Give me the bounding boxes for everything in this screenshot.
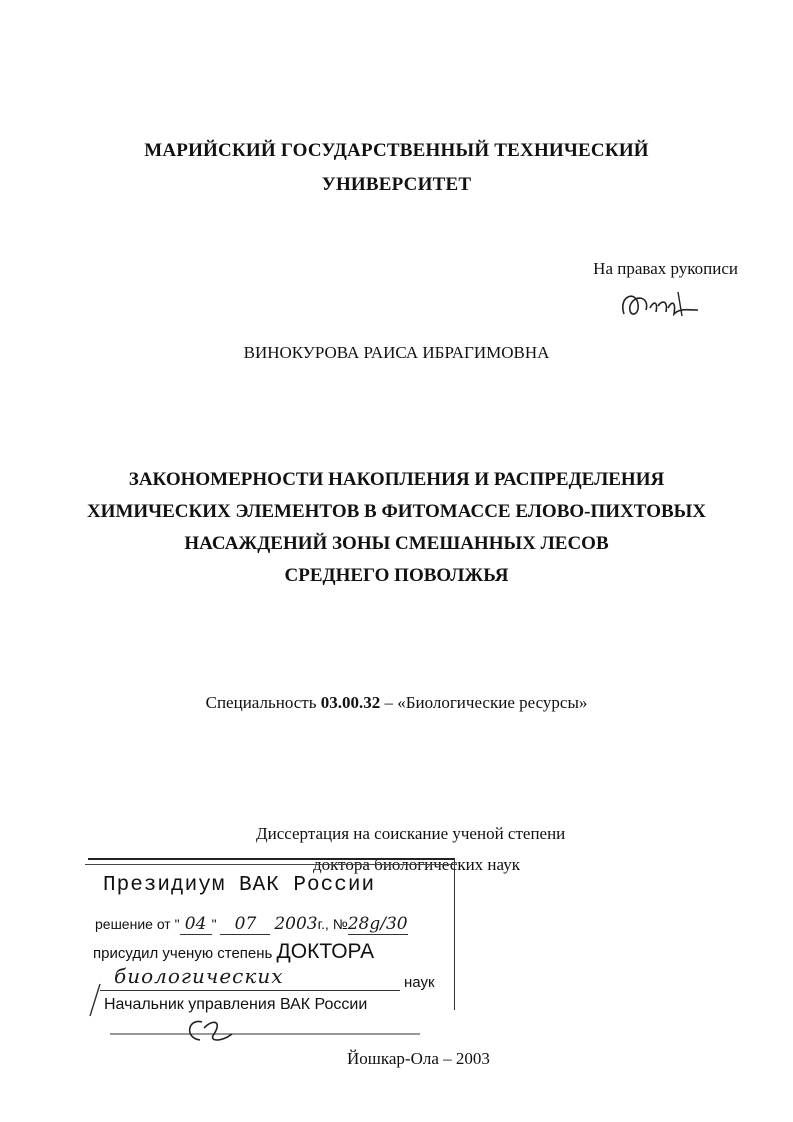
manuscript-rights: На правах рукописи [593,259,738,278]
stamp-decision-label: решение от [95,916,171,932]
specialty-prefix: Специальность [205,693,317,712]
stamp-science-suffix: наук [404,974,435,991]
stamp-edge-mark [86,980,106,1020]
stamp-signature [104,1008,424,1048]
dissertation-purpose-line2: доктора биологических наук [313,855,520,874]
specialty-line [0,693,793,713]
stamp-awarded: присудил ученую степень [93,945,273,962]
dissertation-title-line3: НАСАЖДЕНИЙ ЗОНЫ СМЕШАННЫХ ЛЕСОВ [184,533,609,554]
specialty-code: 03.00.32 [320,693,381,712]
stamp-title: Президиум ВАК России [103,874,376,897]
stamp-head: Начальник управления ВАК России [104,996,368,1013]
specialty-name: – «Биологические ресурсы» [384,693,588,712]
city-year: Йошкар-Ола – 2003 [347,1049,490,1068]
stamp-number: 28g/30 [347,914,408,934]
author-name: ВИНОКУРОВА РАИСА ИБРАГИМОВНА [243,343,550,362]
dissertation-purpose-line1: Диссертация на соискание ученой степени [256,824,566,843]
university-name-line2: УНИВЕРСИТЕТ [321,174,472,195]
dissertation-title-line1: ЗАКОНОМЕРНОСТИ НАКОПЛЕНИЯ И РАСПРЕДЕЛЕНИЯ [128,469,665,490]
stamp-science-hand: биологических [114,964,284,988]
stamp-science-field [100,964,400,991]
stamp-number-label: № [332,916,348,932]
dissertation-title-line2: ХИМИЧЕСКИХ ЭЛЕМЕНТОВ В ФИТОМАССЕ ЕЛОВО-ПИХТОВЫХ [86,501,707,522]
stamp-degree: ДОКТОРА [276,940,375,963]
dissertation-title-line4: СРЕДНЕГО ПОВОЛЖЬЯ [284,565,509,586]
university-name-line1: МАРИЙСКИЙ ГОСУДАРСТВЕННЫЙ ТЕХНИЧЕСКИЙ [144,140,649,161]
stamp-day: 04 [180,914,212,935]
author-signature [616,286,706,328]
stamp-award-line [93,940,374,964]
stamp-year-suffix: г., [317,916,329,932]
stamp-month: 07 [220,914,270,935]
stamp-decision-line: решение от " 04 " 07 2003г., №28g/30 [95,914,408,934]
stamp-year: 2003 [274,914,318,934]
